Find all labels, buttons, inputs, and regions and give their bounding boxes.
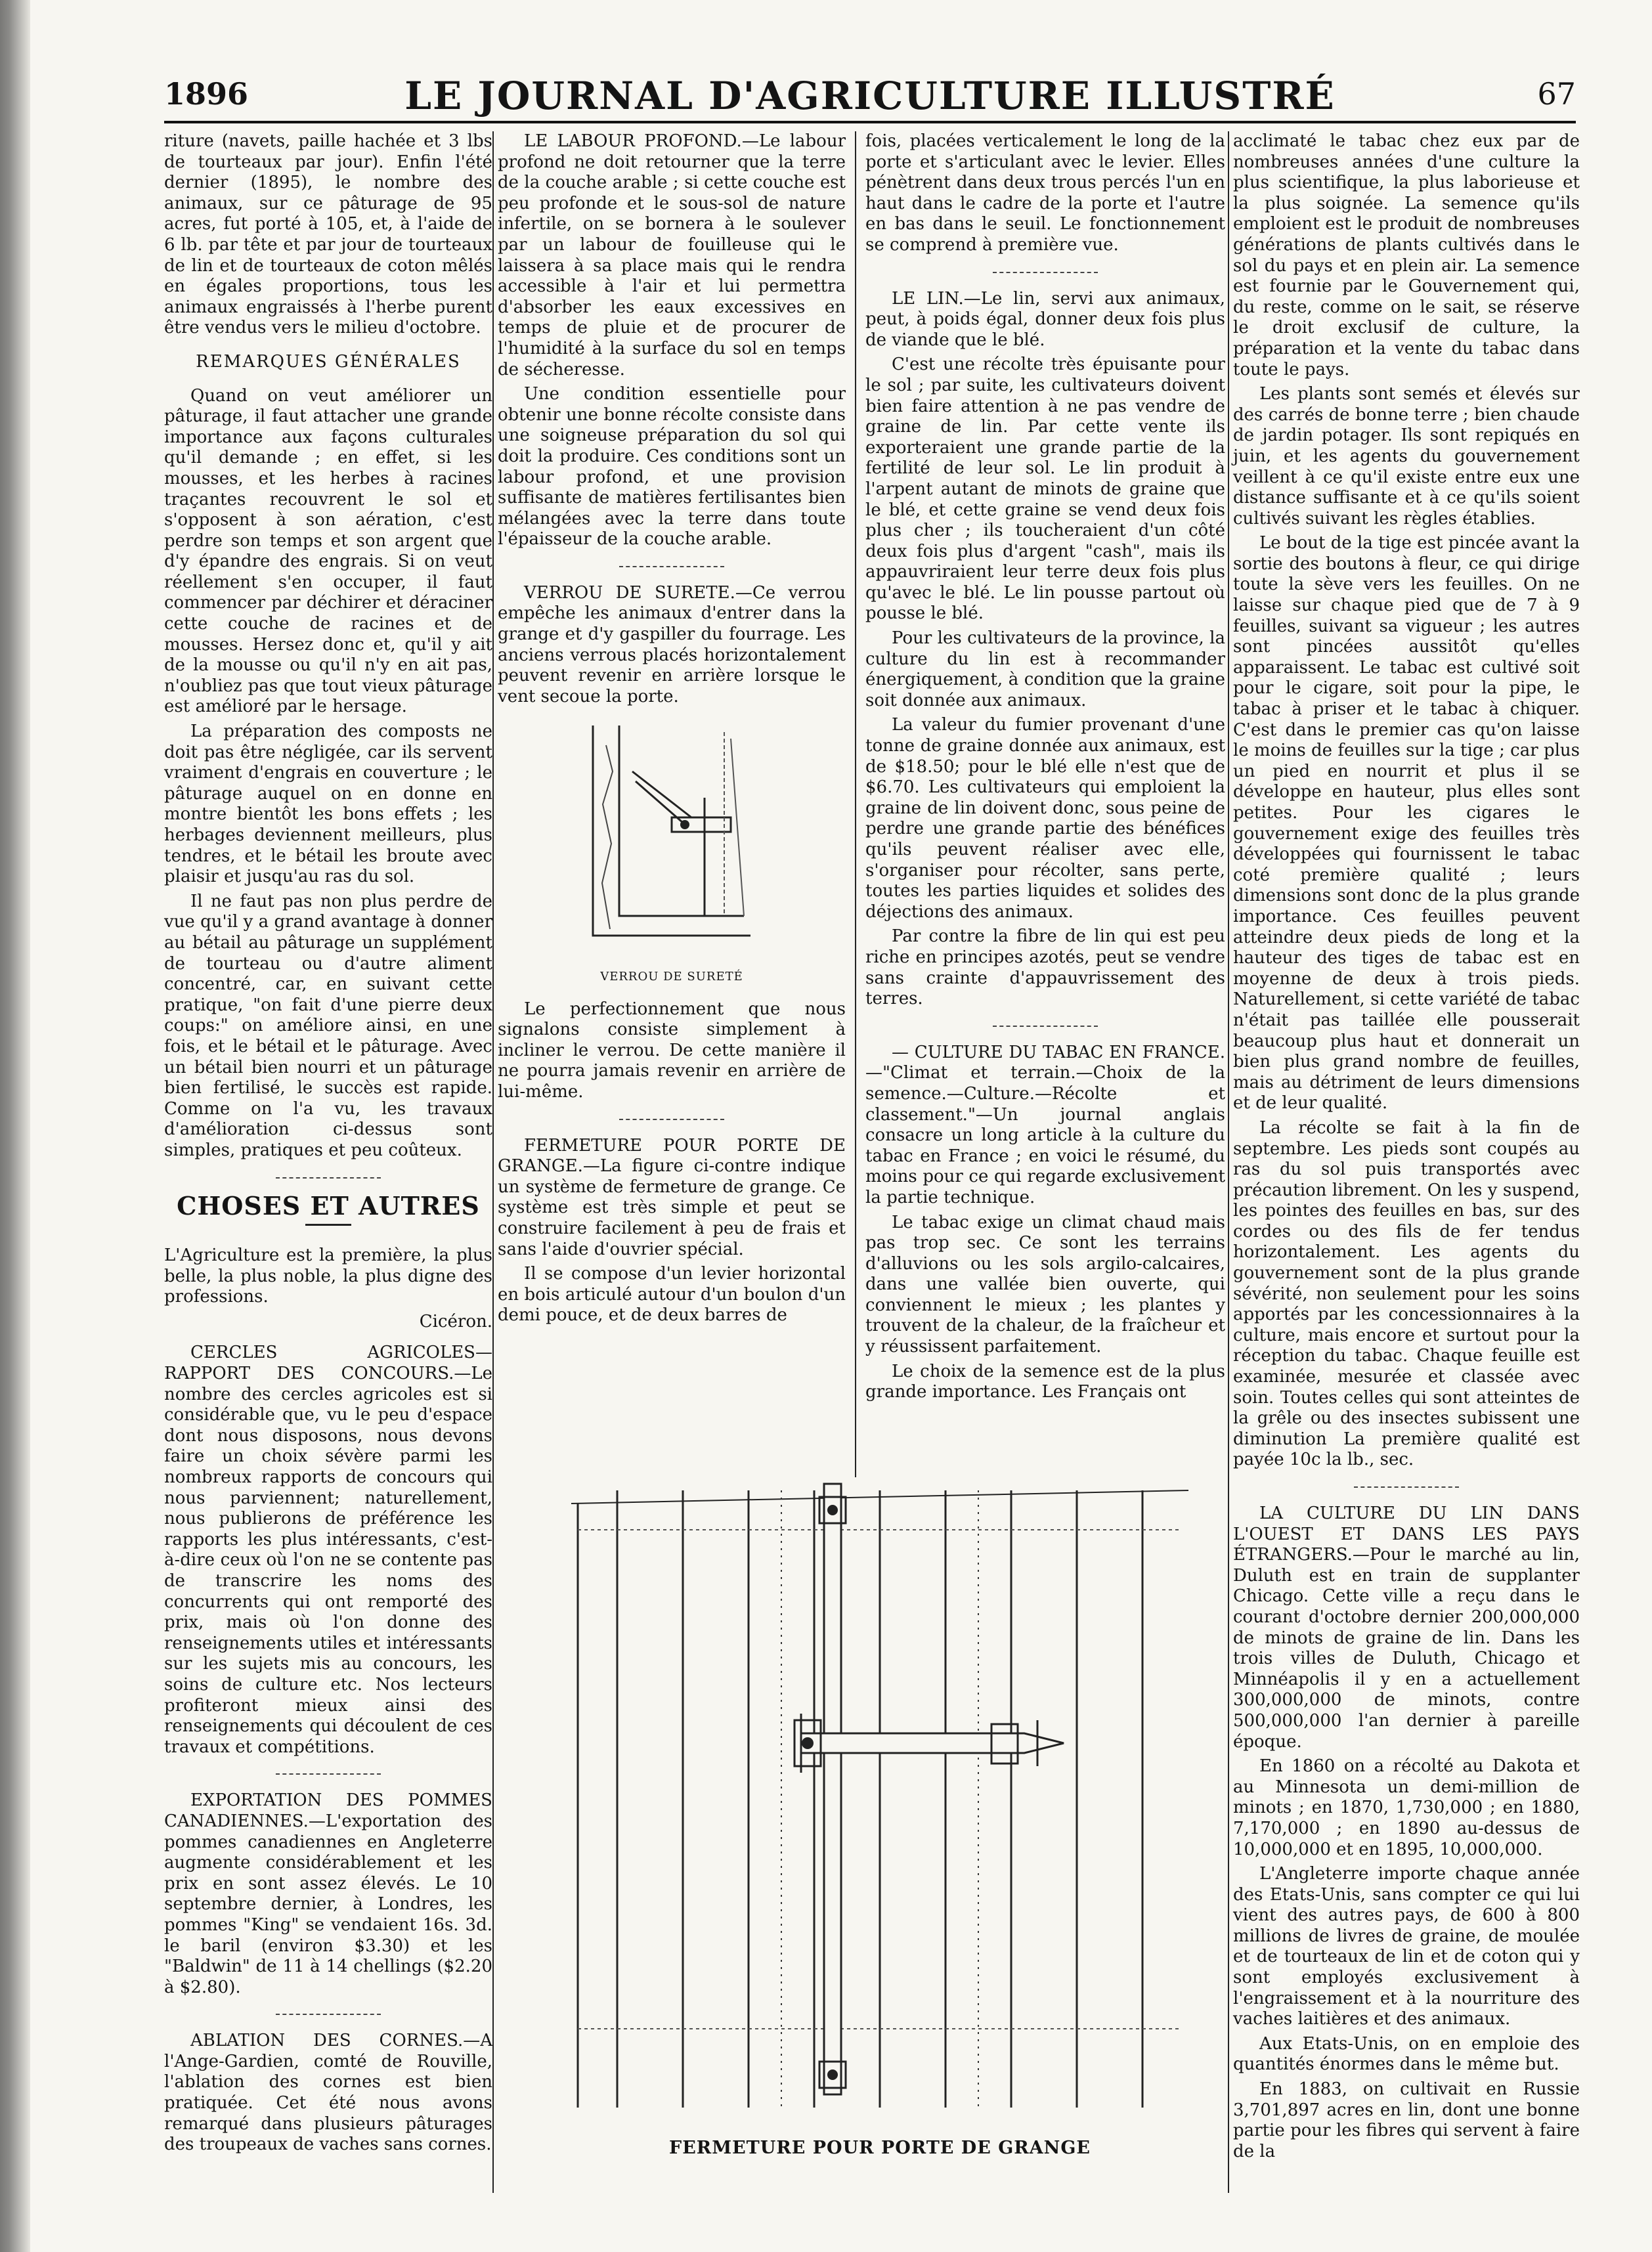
article-paragraph: riture (navets, paille hachée et 3 lbs de tourteaux par jour). Enfin l'été dernier (1895), le nombre des animaux, sur ce pâturage de 95 acres, fut porté à 105, et, à l'aide de 6 lb. par tête et par jour de tourteaux de lin et de tourteaux de coton mêlés en égales proportions, tous les animaux engraissés à l'herbe purent être vendus vers le milieu d'octobre. (164, 131, 492, 338)
barn-door-caption: FERMETURE POUR PORTE DE GRANGE (669, 2138, 1091, 2158)
article-culture-lin: LA CULTURE DU LIN DANS L'OUEST ET DANS LES PAYS ÉTRANGERS.—Pour le marché au lin, Duluth est en train de supplanter Chicago. Cette ville a reçu dans le courant d'octobre dernier 200,000,000 de minots de graine de lin. Dans les trois villes de Duluth, Chicago et Minnéapolis il y en a actuellement 300,000,000 de minots, contre 500,000,000 l'an dernier à pareille époque. (1233, 1504, 1580, 1752)
epigraph-author: Cicéron. (419, 1311, 492, 1332)
article-paragraph: En 1883, on cultivait en Russie 3,701,897 acres en lin, dont une bonne partie pour les fibres qui servent à faire de la (1233, 2079, 1580, 2161)
page-binding-edge (0, 0, 30, 2252)
article-paragraph: Quand on veut améliorer un pâturage, il faut attacher une grande importance aux façons culturales qu'il demande ; en effet, si les mousses, et les herbes à racines traçantes recouvrent le sol et s'opposent à son aération, c'est perdre son temps et son argent que d'y épandre des engrais. Si on veut réellement s'en occuper, il faut commencer par déchirer et déraciner cette couche de racines et de mousses. Hersez donc et, qu'il y ait de la mousse ou qu'il n'y en ait pas, n'oubliez pas que tout vieux pâturage est amélioré par le hersage. (164, 385, 492, 717)
article-paragraph: L'Angleterre importe chaque année des Etats-Unis, sans compter ce qui lui vient des autres pays, de 600 à 800 millions de livres de graine, de moulée et de tourteaux de lin et de coton qui y sont employés exclusivement à l'engraissement et à la nourriture des vaches laitières et des animaux. (1233, 1864, 1580, 2029)
separator (619, 566, 724, 567)
article-paragraph: Le choix de la semence est de la plus grande importance. Les Français ont (865, 1361, 1225, 1402)
column-2 (498, 131, 846, 1326)
separator (1354, 1486, 1459, 1488)
article-paragraph: Les plants sont semés et élevés sur des carrés de bonne terre ; bien chaude de jardin potager. Ils sont repiqués en juin, et les agents du gouvernement veillent à ce qu'il existe entre eux une distance suffisante et à ce qu'ils soient cultivés suivant les règles établies. (1233, 384, 1580, 529)
article-paragraph: Une condition essentielle pour obtenir une bonne récolte consiste dans une soigneuse préparation du sol qui doit la produire. Ces conditions sont un labour profond, et une provision suffisante de matières fertilisantes bien mélangées avec la terre dans toute l'épaisseur de la couche arable. (498, 384, 846, 550)
article-paragraph: fois, placées verticalement le long de la porte et s'articulant avec le levier. Elles pénètrent dans deux trous percés l'un en haut dans le cadre de la porte et l'autre en bas dans le seuil. Le fonctionnement se comprend à première vue. (865, 131, 1225, 255)
article-paragraph: C'est une récolte très épuisante pour le sol ; par suite, les cultivateurs doivent bien faire attention à ne pas vendre de graine de lin. Par cette vente ils exporteraient une grande partie de la fertilité de leur sol. Le lin produit à l'arpent autant de minots de graine que le blé, et cette graine se vend deux fois plus cher ; ils toucheraient d'un côté deux fois plus d'argent "cash", mais ils appauvriraient leur terre deux fois plus qu'avec le blé. Le lin pousse partout où pousse le blé. (865, 355, 1225, 624)
article-paragraph: Il ne faut pas non plus perdre de vue qu'il y a grand avantage à donner au bétail au pâturage un supplément de tourteau ou d'autre aliment concentré, car, en suivant cette pratique, "on fait d'une pierre deux coups:" on améliore ainsi, en une fois, et le bétail et le pâturage. Avec un bétail bien nourri et un pâturage bien fertilisé, le succès est rapide. Comme on l'a vu, les travaux d'amélioration ci-dessus sont simples, pratiques et peu coûteux. (164, 891, 492, 1160)
article-cercles: CERCLES AGRICOLES—RAPPORT DES CONCOURS.—Le nombre des cercles agricoles est si considérable que, vu le peu d'espace dont nous disposons, nous devons faire un choix sévère parmi les nombreux rapports de concours qui nous parviennent; naturellement, nous publierons de préférence les rapports les plus intéressants, c'est-à-dire ceux où l'on ne se contente pas de transcrire les noms des concurrents qui ont remporté des prix, mais où l'on donne des renseignements utiles et intéressants sur les sujets mis au concours, les soins de culture etc. Nos lecteurs profiteront mieux ainsi des renseignements qui découlent de ces travaux et compétitions. (164, 1343, 492, 1757)
bolt-illustration (573, 719, 770, 961)
article-paragraph: Il se compose d'un levier horizontal en bois articulé autour d'un boulon d'un demi pouce, et de deux barres de (498, 1264, 846, 1326)
epigraph-quote: L'Agriculture est la première, la plus belle, la plus noble, la plus digne des professions. (164, 1245, 492, 1307)
separator (276, 1773, 381, 1775)
page-number: 67 (1537, 76, 1576, 112)
separator (276, 1177, 381, 1179)
journal-title: LE JOURNAL D'AGRICULTURE ILLUSTRÉ (404, 74, 1336, 118)
section-title-choses: CHOSES ET AUTRES (177, 1190, 480, 1221)
bolt-caption: VERROU DE SURETÉ (600, 970, 743, 984)
column-rule-1 (492, 131, 494, 2193)
column-4 (1233, 131, 1580, 2180)
article-paragraph: Le bout de la tige est pincée avant la sortie des boutons à fleur, ce qui dirige toute la sève vers les feuilles. On ne laisse sur chaque pied que de 7 à 9 feuilles, suivant sa vigueur ; les autres sont pincées aussitôt qu'elles apparaissent. Le tabac est cultivé soit pour le cigare, soit pour la pipe, le tabac à priser et le tabac à chiquer. C'est dans le premier cas qu'on laisse le moins de feuilles sur la tige ; car plus un pied en nourrit et plus il se développe en hauteur, plus elles sont petites. Pour les cigares le gouvernement exige des feuilles très développées qui fournissent le tabac coté première qualité ; leurs dimensions sont donc de la plus grande importance. Ces feuilles peuvent atteindre deux pieds de long et la hauteur des tiges de tabac est en moyenne de deux à trois pieds. Naturellement, si cette variété de tabac n'était pas taillée elle pousserait beaucoup plus haut et donnerait un bien plus grand nombre de feuilles, mais au détriment de leurs dimensions et de leur qualité. (1233, 533, 1580, 1114)
article-paragraph: La valeur du fumier provenant d'une tonne de graine donnée aux animaux, est de $18.50; pour le blé elle n'est que de $6.70. Les cultivateurs qui emploient la graine de lin doivent donc, sous peine de perdre une grande partie des bénéfices qu'ils peuvent réaliser avec elle, s'organiser pour récolter, sans perte, toutes les parties liquides et solides des déjections des animaux. (865, 715, 1225, 922)
article-tabac: — CULTURE DU TABAC EN FRANCE.—"Climat et terrain.—Choix de la semence.—Culture.—Récolte et classement."—Un journal anglais consacre un long article à la culture du tabac en France ; en voici le résumé, du moins pour ce qui regarde exclusivement la partie technique. (865, 1042, 1225, 1207)
article-paragraph: acclimaté le tabac chez eux par de nombreuses années d'une culture la plus scientifique, la plus laborieuse et la plus soignée. La semence qu'ils emploient est le produit de nombreuses générations de plants cultivés dans le sol du pays et en plein air. La semence est fournie par le Gouvernement qui, du reste, comme on le sait, se réserve le droit exclusif de culture, la préparation et la vente du tabac dans toute le pays. (1233, 131, 1580, 379)
barn-door-illustration (565, 1477, 1195, 2121)
short-rule (305, 1224, 351, 1226)
article-paragraph: Pour les cultivateurs de la province, la culture du lin est à recommander énergiquement, à condition que la graine soit donnée aux animaux. (865, 628, 1225, 710)
article-paragraph: La récolte se fait à la fin de septembre. Les pieds sont coupés au ras du sol puis transportés avec précaution librement. On les y suspend, les pointes des feuilles en bas, sur des cordes ou des fils de fer tendus horizontalement. Les agents du gouvernement sont de la plus grande sévérité, non seulement pour les soins apportés par les concessionnaires à la culture, mais encore et surtout pour la réception du tabac. Chaque feuille est examinée, mesurée et classée avec soin. Toutes celles qui sont atteintes de la grêle ou des insectes subissent une diminution La première qualité est payée 10c la lb., sec. (1233, 1117, 1580, 1470)
article-exportation: EXPORTATION DES POMMES CANADIENNES.—L'exportation des pommes canadiennes en Angleterre augmente considérablement et les prix en sont assez élevés. Le 10 septembre dernier, à Londres, les pommes "King" se vendaient 16s. 3d. le baril (environ $3.30) et les "Baldwin" de 11 à 14 chellings ($2.20 à $2.80). (164, 1790, 492, 1997)
article-lin: LE LIN.—Le lin, servi aux animaux, peut, à poids égal, donner deux fois plus de viande que le blé. (865, 288, 1225, 350)
article-paragraph: Aux Etats-Unis, on en emploie des quantités énormes dans le même but. (1233, 2033, 1580, 2075)
separator (276, 2014, 381, 2015)
column-1 (164, 131, 492, 2180)
article-paragraph: Le tabac exige un climat chaud mais pas trop sec. Ce sont les terrains d'alluvions ou les sols argilo-calcaires, dans une vallée bien ouverte, qui conviennent le mieux ; les plantes y trouvent de la chaleur, de la fraîcheur et y réussissent parfaitement. (865, 1212, 1225, 1357)
column-3 (865, 131, 1225, 1402)
article-paragraph: Par contre la fibre de lin qui est peu riche en principes azotés, peut se vendre sans crainte d'appauvrissement des terres. (865, 926, 1225, 1009)
separator (619, 1119, 724, 1120)
column-rule-2 (855, 131, 856, 1477)
article-paragraph: La préparation des composts ne doit pas être négligée, car ils servent vraiment d'engrais en couverture ; le pâturage auquel on en donne en montre bientôt les bons effets ; les herbages deviennent meilleurs, plus tendres, et le bétail les broute avec plaisir et jusqu'au ras du sol. (164, 722, 492, 887)
page-header (164, 68, 1576, 123)
header-year: 1896 (164, 76, 249, 112)
article-paragraph: Le perfectionnement que nous signalons consiste simplement à incliner le verrou. De cette manière il ne pourra jamais revenir en arrière de lui-même. (498, 999, 846, 1102)
article-paragraph: En 1860 on a récolté au Dakota et au Minnesota un demi-million de minots ; en 1870, 1,730,000 ; en 1880, 7,170,000 ; en 1890 au-dessus de 10,000,000 et en 1895, 10,000,000. (1233, 1756, 1580, 1859)
article-labour: LE LABOUR PROFOND.—Le labour profond ne doit retourner que la terre de la couche arable ; si cette couche est peu profonde et le sous-sol de nature infertile, on se bornera à le soulever par un labour de fouilleuse qui le laissera à sa place mais qui le rendra accessible à l'air et lui permettra d'absorber les eaux excessives en temps de pluie et de procurer de l'humidité à la surface du sol en temps de sécheresse. (498, 131, 846, 379)
article-ablation: ABLATION DES CORNES.—A l'Ange-Gardien, comté de Rouville, l'ablation des cornes est bien pratiquée. Cet été nous avons remarqué dans plusieurs pâturages des troupeaux de vaches sans cornes. (164, 2031, 492, 2155)
article-verrou: VERROU DE SURETE.—Ce verrou empêche les animaux d'entrer dans la grange et d'y gaspiller du fourrage. Les anciens verrous placés horizontalement peuvent revenir en arrière lorsque le vent secoue la porte. (498, 582, 846, 706)
article-fermeture: FERMETURE POUR PORTE DE GRANGE.—La figure ci-contre indique un système de fermeture de grange. Ce système est très simple et peut se construire facilement à peu de frais et sans l'aide d'ouvrier spécial. (498, 1135, 846, 1259)
separator (993, 1026, 1098, 1027)
column-rule-3 (1228, 131, 1229, 2193)
section-heading-remarques: REMARQUES GÉNÉRALES (196, 351, 461, 372)
separator (993, 272, 1098, 273)
